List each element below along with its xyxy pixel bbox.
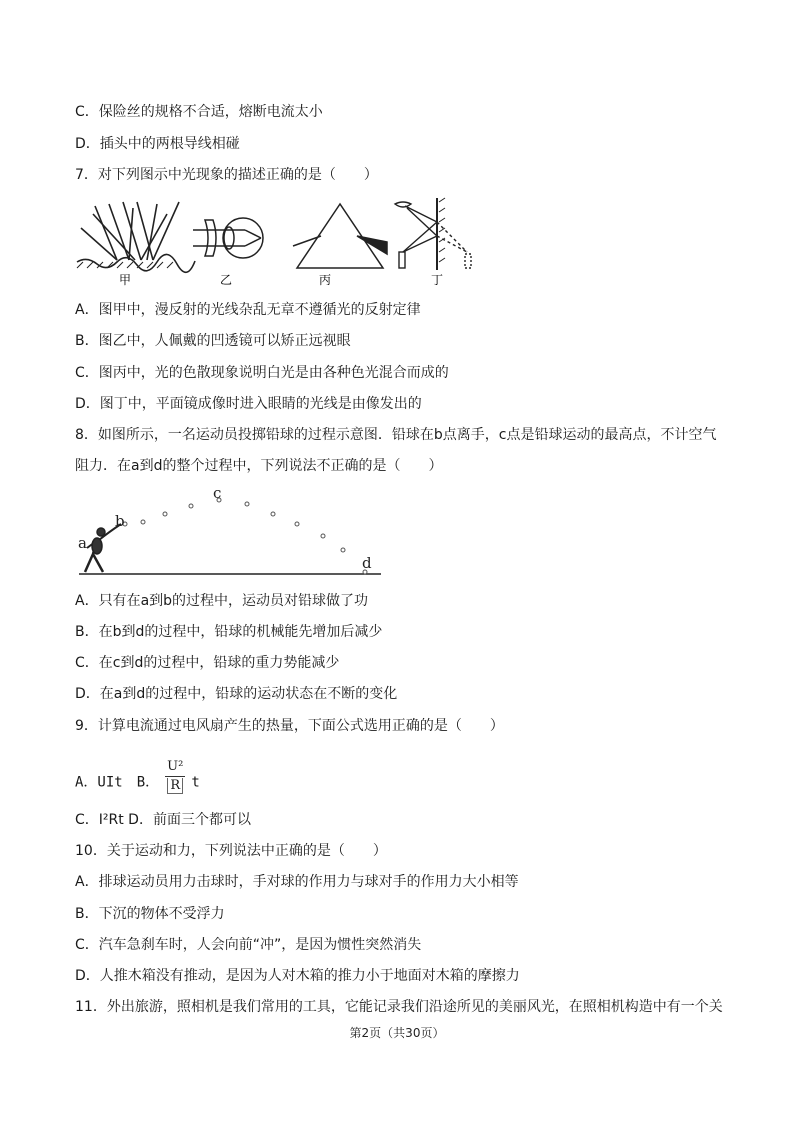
q10-option-c: C．汽车急刹车时，人会向前“冲”，是因为惯性突然消失	[75, 937, 422, 953]
q9-option-b-suffix: t	[191, 774, 200, 791]
fig-label-yi: 乙	[220, 273, 233, 287]
q7-option-d: D．图丁中，平面镜成像时进入眼睛的光线是由像发出的	[75, 396, 422, 412]
q10-option-b: B．下沉的物体不受浮力	[75, 906, 225, 922]
q10-stem: 10．关于运动和力，下列说法中正确的是（ ）	[75, 843, 387, 859]
label-a: a	[78, 534, 87, 552]
page-footer: 第2页（共30页）	[349, 1026, 445, 1040]
q8-stem-line1: 8．如图所示，一名运动员投掷铅球的过程示意图．铅球在b点离手，c点是铅球运动的最高点，不计空气	[75, 427, 717, 443]
fig-jia-diffuse-reflection	[77, 202, 195, 272]
label-d: d	[362, 554, 372, 572]
q6-option-d: D．插头中的两根导线相碰	[75, 136, 240, 152]
q7-option-b: B．图乙中，人佩戴的凹透镜可以矫正远视眼	[75, 333, 351, 349]
q9-stem: 9．计算电流通过电风扇产生的热量，下面公式选用正确的是（ ）	[75, 718, 504, 734]
q7-stem: 7．对下列图示中光现象的描述正确的是（ ）	[75, 167, 378, 183]
q7-figure	[75, 196, 475, 288]
q6-option-c: C．保险丝的规格不合适，熔断电流太小	[75, 104, 323, 120]
q10-option-d: D．人推木箱没有推动，是因为人对木箱的推力小于地面对木箱的摩擦力	[75, 968, 520, 984]
q10-option-a: A．排球运动员用力击球时，手对球的作用力与球对手的作用力大小相等	[75, 874, 519, 890]
q7-option-c: C．图丙中，光的色散现象说明白光是由各种色光混合而成的	[75, 365, 449, 381]
q8-option-d: D．在a到d的过程中，铅球的运动状态在不断的变化	[75, 686, 398, 702]
fig-bing-prism-dispersion	[293, 204, 387, 268]
q8-stem-line2: 阻力．在a到d的整个过程中，下列说法不正确的是（ ）	[75, 458, 443, 474]
fig-label-ding: 丁	[431, 273, 444, 287]
label-c: c	[213, 484, 222, 502]
q11-stem: 11．外出旅游，照相机是我们常用的工具，它能记录我们沿途所见的美丽风光，在照相机构造中有一个关	[75, 999, 723, 1015]
q9-fraction	[165, 758, 185, 795]
q9-option-a: A．UIt B．	[75, 774, 160, 791]
label-b: b	[115, 512, 125, 530]
fig-label-jia: 甲	[119, 273, 132, 287]
fig-ding-plane-mirror	[395, 198, 471, 270]
athlete-figure	[85, 524, 121, 572]
q9-fraction-numerator: U²	[165, 758, 185, 777]
q8-option-c: C．在c到d的过程中，铅球的重力势能减少	[75, 655, 340, 671]
q8-option-a: A．只有在a到b的过程中，运动员对铅球做了功	[75, 593, 369, 609]
q9-fraction-denominator: R	[167, 778, 183, 794]
q8-figure	[75, 484, 385, 582]
q8-option-b: B．在b到d的过程中，铅球的机械能先增加后减少	[75, 624, 383, 640]
fig-label-bing: 丙	[319, 273, 332, 287]
q9-options-ab	[75, 759, 734, 801]
fig-yi-concave-lens-eye	[193, 218, 263, 258]
q9-options-cd: C．I²Rt D．前面三个都可以	[75, 812, 251, 828]
trajectory-points	[123, 498, 367, 574]
q7-option-a: A．图甲中，漫反射的光线杂乱无章不遵循光的反射定律	[75, 302, 421, 318]
